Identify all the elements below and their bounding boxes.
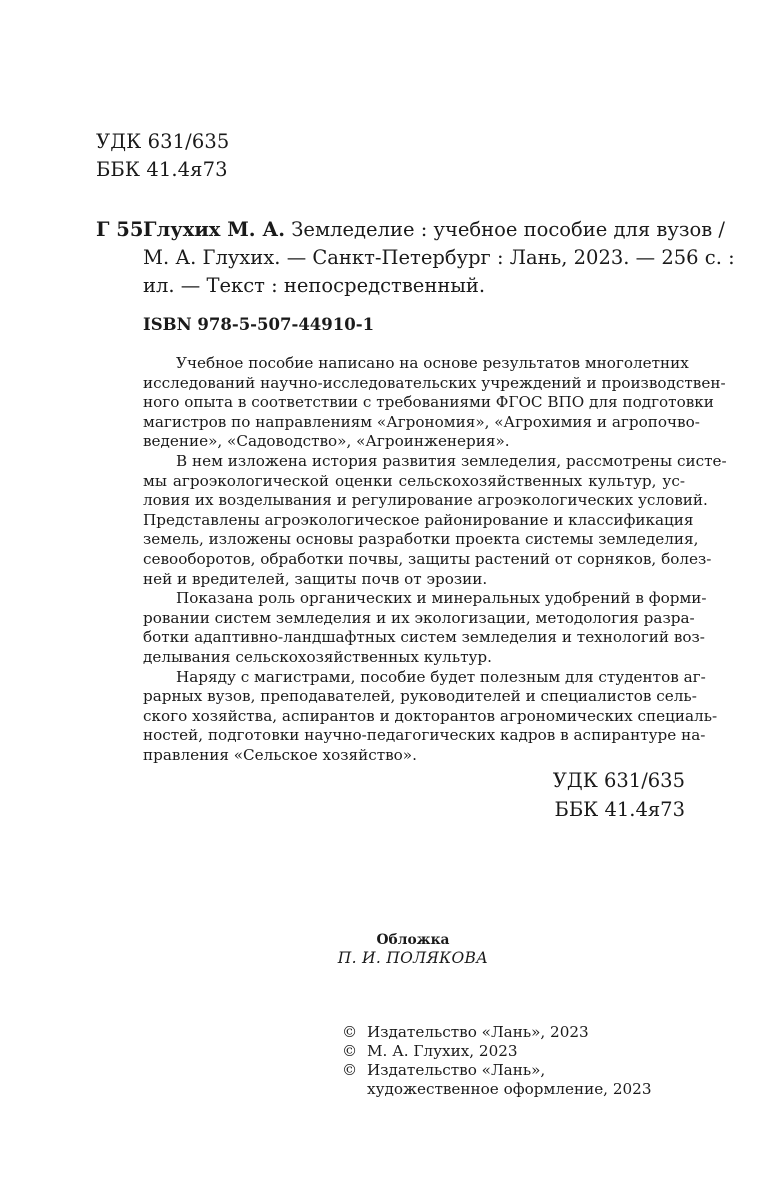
annotation-line: правления «Сельское хозяйство». (143, 745, 417, 764)
bibliographic-citation (143, 216, 735, 300)
annotation-line: ботки адаптивно-ландшафтных систем земледелия и технологий воз- (143, 628, 705, 647)
cover-credit (0, 931, 768, 968)
copyright-text: Издательство «Лань», (367, 1061, 546, 1079)
annotation-line: земель, изложены основы разработки проекта системы земледелия, (143, 530, 699, 549)
copyright-symbol: © (342, 1061, 358, 1079)
annotation-line: севооборотов, обработки почвы, защиты растений от сорняков, болез- (143, 549, 712, 568)
copyright-text: Издательство «Лань», 2023 (367, 1023, 589, 1041)
citation-author: Глухих М. А. (143, 218, 286, 241)
citation-line-3: ил. — Текст : непосредственный. (143, 274, 486, 297)
bbk-code-bottom: ББК 41.4я73 (554, 798, 685, 821)
annotation-line: ского хозяйства, аспирантов и докторантов агрономических специаль- (143, 706, 718, 725)
annotation-paragraph-2 (143, 451, 727, 589)
copyright-line-continuation: художественное оформление, 2023 (367, 1080, 652, 1098)
copyright-symbol: © (342, 1023, 358, 1041)
annotation-line: ловия их возделывания и регулирование агроэкологических условий. (143, 491, 708, 510)
annotation-line: ведение», «Садоводство», «Агроинженерия». (143, 432, 510, 451)
annotation-line: ровании систем земледелия и их экологизации, методология разра- (143, 608, 695, 627)
annotation-line: Представлены агроэкологическое районирование и классификация (143, 510, 694, 529)
isbn: ISBN 978-5-507-44910-1 (143, 315, 375, 334)
annotation (143, 354, 727, 765)
annotation-paragraph-4 (143, 667, 718, 766)
citation-line-2: М. А. Глухих. — Санкт-Петербург : Лань, 2023. — 256 с. : (143, 246, 735, 269)
copyright-text: М. А. Глухих, 2023 (367, 1042, 518, 1060)
annotation-line: рарных вузов, преподавателей, руководителей и специалистов сель- (143, 687, 697, 706)
annotation-paragraph-3 (143, 589, 707, 667)
copyright-line (342, 1061, 652, 1080)
copyright-block (342, 1023, 652, 1099)
author-mark: Г 55 (96, 218, 144, 241)
copyright-line (342, 1023, 652, 1042)
annotation-line: магистров по направлениям «Агрономия», «Агрохимия и агропочво- (143, 412, 700, 431)
annotation-line: ностей, подготовки научно-педагогических кадров в аспирантуре на- (143, 726, 706, 745)
annotation-line: Наряду с магистрами, пособие будет полезным для студентов аг- (176, 667, 706, 686)
annotation-line: делывания сельскохозяйственных культур. (143, 647, 492, 666)
classification-block-bottom (553, 766, 685, 824)
copyright-symbol: © (342, 1042, 358, 1060)
cover-credit-label: Обложка (376, 932, 450, 948)
annotation-line: ного опыта в соответствии с требованиями ФГОС ВПО для подготовки (143, 393, 714, 412)
udk-code-top: УДК 631/635 (96, 130, 230, 153)
annotation-line: исследований научно-исследовательских учреждений и производствен- (143, 373, 726, 392)
cover-artist-name: П. И. ПОЛЯКОВА (337, 949, 489, 967)
udk-code-bottom: УДК 631/635 (552, 769, 685, 792)
annotation-line: ней и вредителей, защиты почв от эрозии. (143, 569, 488, 588)
citation-title: Земледелие : учебное пособие для вузов / (291, 218, 725, 241)
annotation-line: Учебное пособие написано на основе результатов многолетних (176, 354, 689, 372)
bbk-code-top: ББК 41.4я73 (96, 158, 228, 181)
annotation-line: Показана роль органических и минеральных удобрений в форми- (176, 589, 707, 608)
annotation-line: В нем изложена история развития земледелия, рассмотрены систе- (176, 451, 727, 470)
classification-block-top (96, 128, 229, 184)
annotation-paragraph-1 (143, 354, 726, 452)
citation-line-1 (143, 216, 725, 244)
copyright-line (342, 1042, 652, 1061)
annotation-line: мы агроэкологической оценки сельскохозяйственных культур, ус- (143, 471, 685, 490)
